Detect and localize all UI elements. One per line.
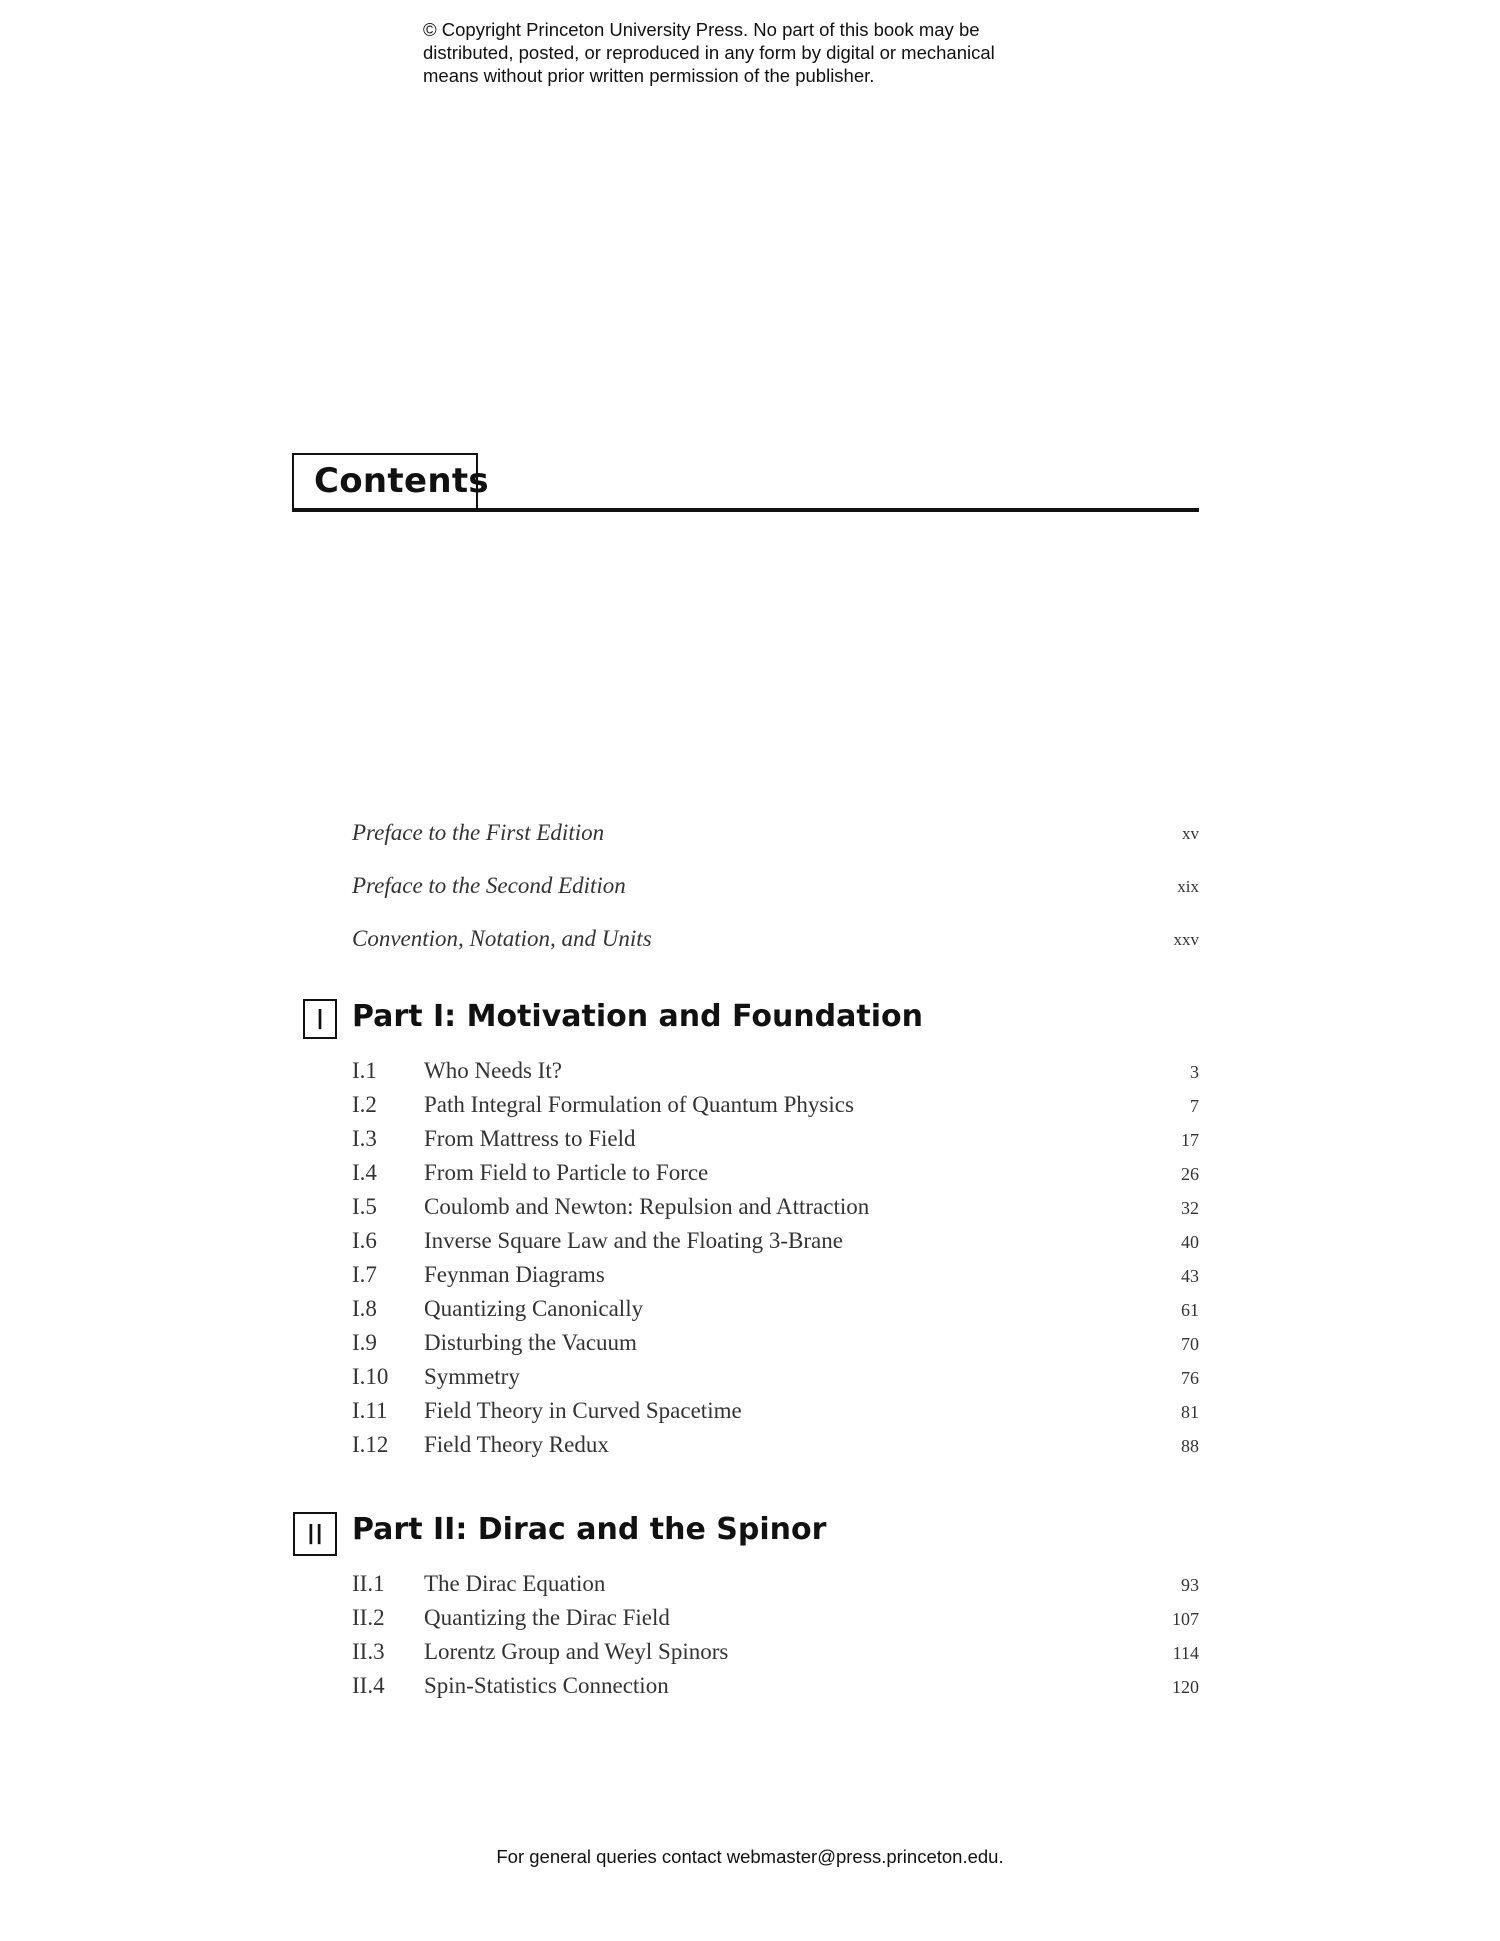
entry-title: Quantizing Canonically	[424, 1296, 644, 1321]
entry-number: II.1	[352, 1571, 385, 1596]
toc-entry[interactable]	[352, 1296, 1199, 1326]
entry-title: Coulomb and Newton: Repulsion and Attraction	[424, 1194, 870, 1219]
toc-entry[interactable]	[352, 1160, 1199, 1190]
entry-page: 88	[1181, 1436, 1199, 1456]
entry-title: Who Needs It?	[424, 1058, 562, 1083]
part-title[interactable]: Part I: Motivation and Foundation	[352, 999, 923, 1034]
entry-title: Spin-Statistics Connection	[424, 1673, 669, 1698]
entry-title: Field Theory in Curved Spacetime	[424, 1398, 742, 1423]
entry-number: I.6	[352, 1228, 377, 1253]
entry-page: 32	[1181, 1198, 1199, 1218]
entry-page: 3	[1190, 1062, 1199, 1082]
entry-number: I.1	[352, 1058, 377, 1083]
entry-title: Field Theory Redux	[424, 1432, 609, 1457]
toc-front-entry[interactable]	[352, 873, 1199, 903]
entry-page: 93	[1181, 1575, 1199, 1595]
toc-entry[interactable]	[352, 1571, 1199, 1601]
copyright-notice	[423, 18, 1063, 87]
entry-title: Path Integral Formulation of Quantum Physics	[424, 1092, 854, 1117]
entry-title: From Mattress to Field	[424, 1126, 636, 1151]
entry-page: 120	[1172, 1677, 1199, 1697]
entry-number: I.10	[352, 1364, 389, 1389]
heading-rule	[292, 508, 1199, 512]
entry-page: 70	[1181, 1334, 1199, 1354]
toc-entry[interactable]	[352, 1092, 1199, 1122]
entry-title: Preface to the First Edition	[352, 820, 605, 845]
part-numeral: II	[306, 1518, 324, 1551]
entry-number: I.5	[352, 1194, 377, 1219]
entry-page: 26	[1181, 1164, 1199, 1184]
entry-title: From Field to Particle to Force	[424, 1160, 709, 1185]
part-title[interactable]: Part II: Dirac and the Spinor	[352, 1512, 827, 1547]
entry-number: I.4	[352, 1160, 377, 1185]
toc-front-entry[interactable]	[352, 820, 1199, 850]
toc-entry[interactable]	[352, 1432, 1199, 1462]
entry-page: 107	[1172, 1609, 1199, 1629]
entry-number: I.12	[352, 1432, 389, 1457]
page-title: Contents	[314, 461, 489, 501]
entry-page: xxv	[1173, 930, 1199, 949]
toc-entry[interactable]	[352, 1673, 1199, 1703]
copyright-line: means without prior written permission of the publisher.	[423, 65, 875, 86]
toc-entry[interactable]	[352, 1058, 1199, 1088]
entry-title: Inverse Square Law and the Floating 3-Brane	[424, 1228, 843, 1253]
toc-entry[interactable]	[352, 1364, 1199, 1394]
contents-heading-box	[292, 453, 489, 509]
entry-number: I.3	[352, 1126, 377, 1151]
entry-page: 17	[1181, 1130, 1199, 1150]
entry-page: 40	[1181, 1232, 1199, 1252]
part-numeral-box	[303, 999, 337, 1039]
footer-contact	[0, 1846, 1500, 1868]
entry-number: I.11	[352, 1398, 388, 1423]
entry-title: Convention, Notation, and Units	[352, 926, 652, 951]
part-numeral: I	[315, 1003, 325, 1036]
entry-number: I.2	[352, 1092, 377, 1117]
entry-number: II.2	[352, 1605, 385, 1630]
entry-title: Disturbing the Vacuum	[424, 1330, 637, 1355]
entry-page: 43	[1181, 1266, 1199, 1286]
entry-number: I.9	[352, 1330, 377, 1355]
entry-page: xv	[1182, 824, 1199, 843]
entry-page: 7	[1190, 1096, 1199, 1116]
toc-entry[interactable]	[352, 1639, 1199, 1669]
entry-title: Symmetry	[424, 1364, 520, 1389]
entry-title: The Dirac Equation	[424, 1571, 606, 1596]
copyright-line: © Copyright Princeton University Press. No part of this book may be	[423, 19, 980, 40]
entry-title: Feynman Diagrams	[424, 1262, 605, 1287]
entry-number: I.8	[352, 1296, 377, 1321]
entry-number: II.3	[352, 1639, 385, 1664]
entry-page: 114	[1172, 1643, 1199, 1663]
entry-number: II.4	[352, 1673, 385, 1698]
entry-page: xix	[1177, 877, 1199, 896]
footer-text: For general queries contact webmaster@press.princeton.edu.	[496, 1846, 1004, 1867]
entry-page: 76	[1181, 1368, 1199, 1388]
entry-title: Preface to the Second Edition	[352, 873, 626, 898]
toc-entry[interactable]	[352, 1262, 1199, 1292]
toc-entry[interactable]	[352, 1194, 1199, 1224]
toc-entry[interactable]	[352, 1330, 1199, 1360]
toc-entry[interactable]	[352, 1398, 1199, 1428]
toc-entry[interactable]	[352, 1126, 1199, 1156]
entry-number: I.7	[352, 1262, 377, 1287]
part-numeral-box	[293, 1512, 337, 1556]
entry-title: Lorentz Group and Weyl Spinors	[424, 1639, 729, 1664]
toc-entry[interactable]	[352, 1228, 1199, 1258]
entry-page: 81	[1181, 1402, 1199, 1422]
toc-entry[interactable]	[352, 1605, 1199, 1635]
entry-page: 61	[1181, 1300, 1199, 1320]
entry-title: Quantizing the Dirac Field	[424, 1605, 670, 1630]
toc-front-entry[interactable]	[352, 926, 1199, 956]
copyright-line: distributed, posted, or reproduced in any form by digital or mechanical	[423, 42, 995, 63]
